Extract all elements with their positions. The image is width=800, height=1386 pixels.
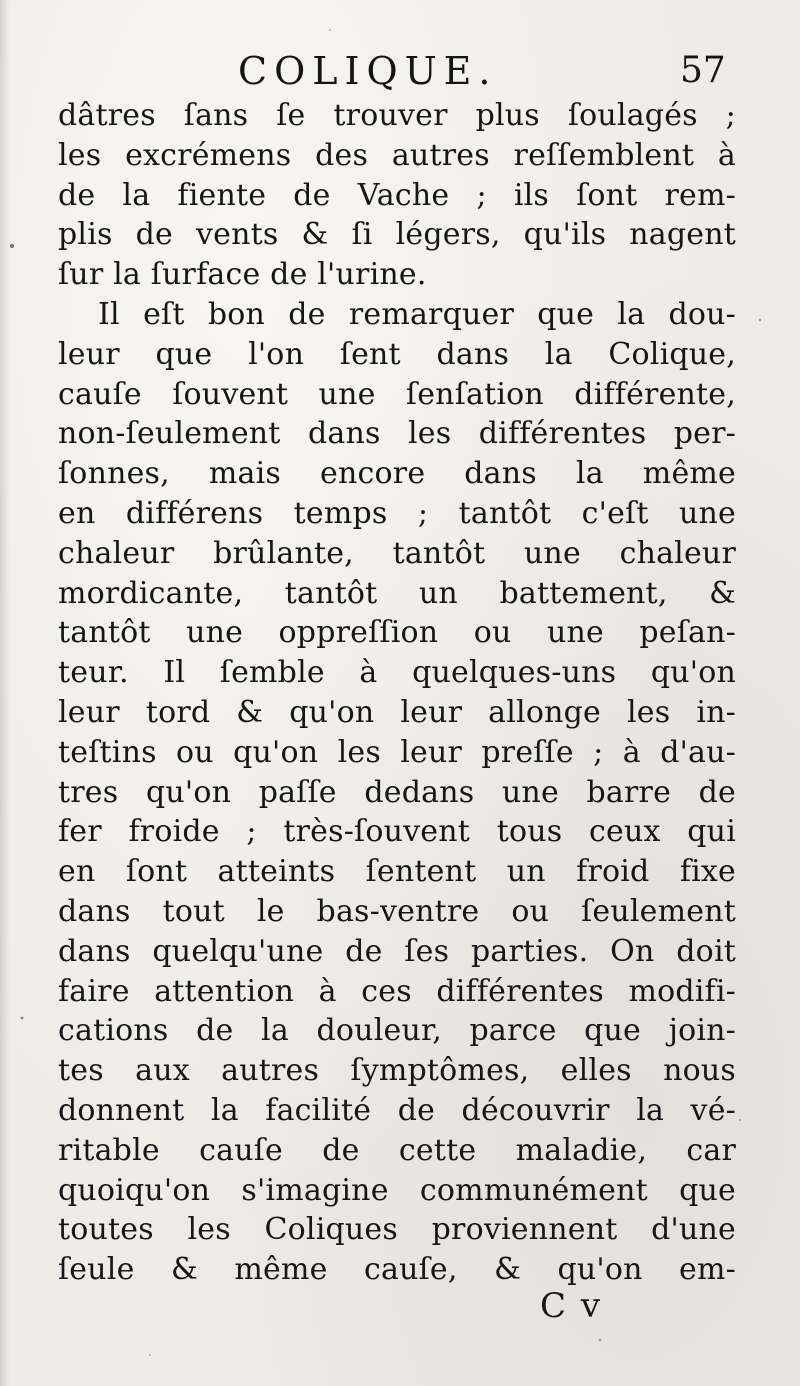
text-line: teſtins ou qu'on les leur preſſe ; à d'au- [58, 734, 736, 770]
text-line: tres qu'on paſſe dedans une barre de [58, 774, 736, 810]
text-line: dans quelqu'une de ſes parties. On doit [58, 933, 736, 969]
text-line: de la fiente de Vache ; ils ſont rem- [58, 177, 736, 213]
text-line: les excrémens des autres reſſemblent à [58, 137, 736, 173]
text-line: ritable cauſe de cette maladie, car [58, 1132, 736, 1168]
page-number: 57 [680, 50, 726, 91]
text-line: faire attention à ces différentes modifi- [58, 973, 736, 1009]
text-line: non-ſeulement dans les différentes per- [58, 416, 736, 452]
text-line: ſur la ſurface de l'urine. [58, 257, 427, 293]
text-line: teur. Il ſemble à quelques-uns qu'on [58, 655, 736, 691]
text-line: Il eſt bon de remarquer que la dou- [98, 296, 736, 332]
text-line: plis de vents & ſi légers, qu'ils nagent [58, 217, 736, 253]
page-edge-shadow [0, 0, 10, 1386]
text-line: cauſe ſouvent une ſenſation différente, [58, 376, 736, 412]
text-line: quoiqu'on s'imagine communément que [58, 1172, 736, 1208]
text-line: dâtres ſans ſe trouver plus ſoulagés ; [58, 98, 736, 133]
body-text [58, 96, 736, 1290]
signature-mark: C v [540, 1286, 603, 1326]
running-head-title: COLIQUE. [238, 49, 498, 93]
text-line: donnent la facilité de découvrir la vé- [58, 1092, 736, 1128]
text-line: en différens temps ; tantôt c'eſt une [58, 495, 736, 531]
text-line: mordicante, tantôt un battement, & [58, 575, 736, 611]
text-line: fer froide ; très-ſouvent tous ceux qui [58, 814, 736, 850]
text-line: tes aux autres ſymptômes, elles nous [58, 1053, 736, 1089]
text-line: leur que l'on ſent dans la Colique, [58, 336, 736, 372]
text-line: leur tord & qu'on leur allonge les in- [58, 694, 736, 730]
text-line: chaleur brûlante, tantôt une chaleur [58, 535, 736, 571]
text-line: dans tout le bas-ventre ou ſeulement [58, 893, 736, 929]
text-line: toutes les Coliques proviennent d'une [58, 1212, 736, 1248]
text-line: ſonnes, mais encore dans la même [58, 456, 736, 492]
text-line: en ſont atteints ſentent un froid fixe [58, 854, 736, 890]
text-line: tantôt une oppreſſion ou une peſan- [58, 615, 736, 651]
text-line: cations de la douleur, parce que join- [58, 1013, 736, 1049]
text-line: ſeule & même cauſe, & qu'on em- [58, 1252, 736, 1288]
running-head [0, 48, 800, 94]
